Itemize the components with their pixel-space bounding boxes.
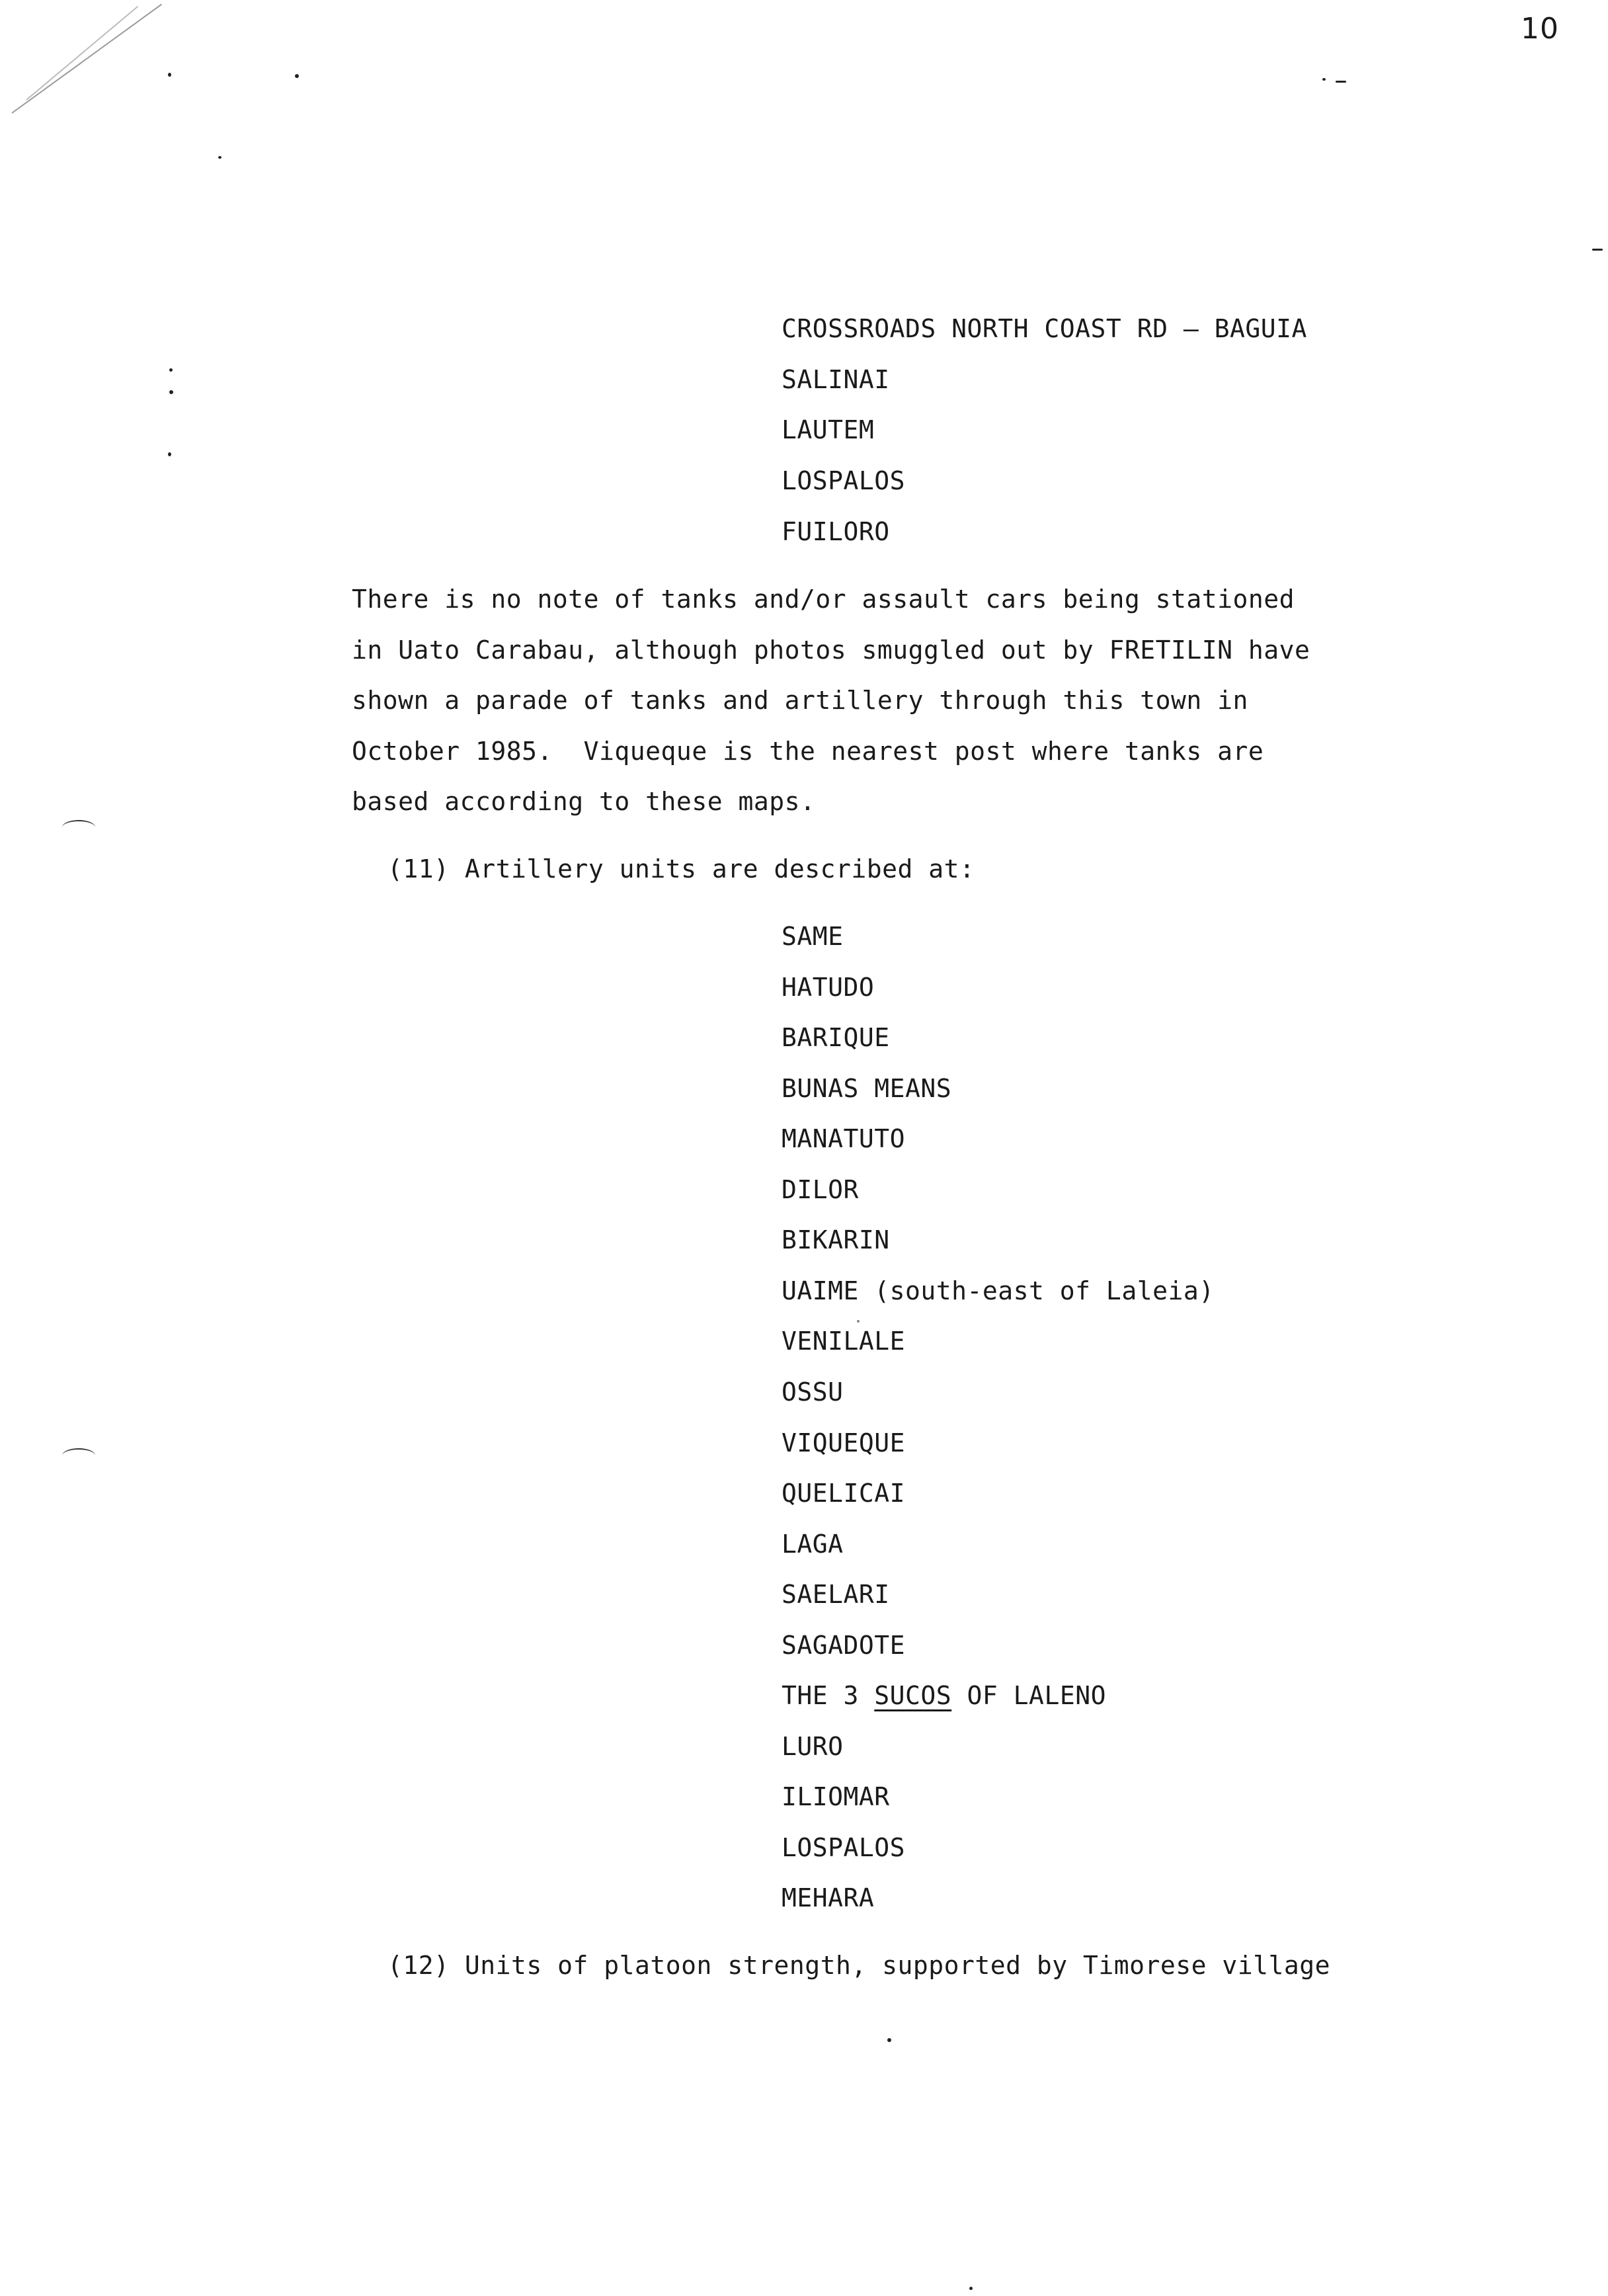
- list-item: SAME: [782, 922, 844, 951]
- sucos-after: OF LALENO: [951, 1681, 1106, 1710]
- list-item: LAUTEM: [782, 415, 875, 444]
- sucos-before: THE 3: [782, 1681, 875, 1710]
- paragraph-line: shown a parade of tanks and artillery through this town in: [352, 686, 1248, 715]
- list-item: LURO: [782, 1732, 844, 1761]
- paragraph-line: October 1985. Viqueque is the nearest post where tanks are: [352, 737, 1264, 766]
- list-item: OSSU: [782, 1377, 844, 1407]
- list-item: SAGADOTE: [782, 1631, 906, 1660]
- list-item: LOSPALOS: [782, 1833, 906, 1862]
- list-item: MEHARA: [782, 1883, 875, 1912]
- list-item: SALINAI: [782, 365, 890, 394]
- paragraph-line: in Uato Carabau, although photos smuggled out by FRETILIN have: [352, 636, 1310, 665]
- paragraph-line: There is no note of tanks and/or assault cars being stationed: [352, 585, 1295, 614]
- list-item: HATUDO: [782, 973, 875, 1002]
- paragraph-line: based according to these maps.: [352, 787, 816, 816]
- list-item: QUELICAI: [782, 1479, 906, 1508]
- item-11-heading: (11) Artillery units are described at:: [387, 854, 975, 883]
- list-item: FUILORO: [782, 517, 890, 546]
- page-number: 10: [1521, 12, 1559, 46]
- list-item: MANATUTO: [782, 1124, 906, 1153]
- list-item: BUNAS MEANS: [782, 1074, 952, 1103]
- list-item-sucos: [782, 1683, 1106, 1708]
- list-item: VENILALE: [782, 1327, 906, 1356]
- list-item: CROSSROADS NORTH COAST RD — BAGUIA: [782, 314, 1307, 343]
- list-item: LAGA: [782, 1530, 844, 1559]
- list-item: LOSPALOS: [782, 466, 906, 495]
- list-item: DILOR: [782, 1175, 859, 1204]
- item-12-heading: (12) Units of platoon strength, supported by Timorese village: [387, 1951, 1331, 1980]
- list-item: UAIME (south-east of Laleia): [782, 1276, 1215, 1305]
- list-item: ILIOMAR: [782, 1782, 890, 1811]
- list-item: SAELARI: [782, 1580, 890, 1609]
- list-item: BIKARIN: [782, 1225, 890, 1254]
- sucos-underlined: SUCOS: [874, 1681, 952, 1710]
- list-item: VIQUEQUE: [782, 1428, 906, 1457]
- list-item: BARIQUE: [782, 1023, 890, 1052]
